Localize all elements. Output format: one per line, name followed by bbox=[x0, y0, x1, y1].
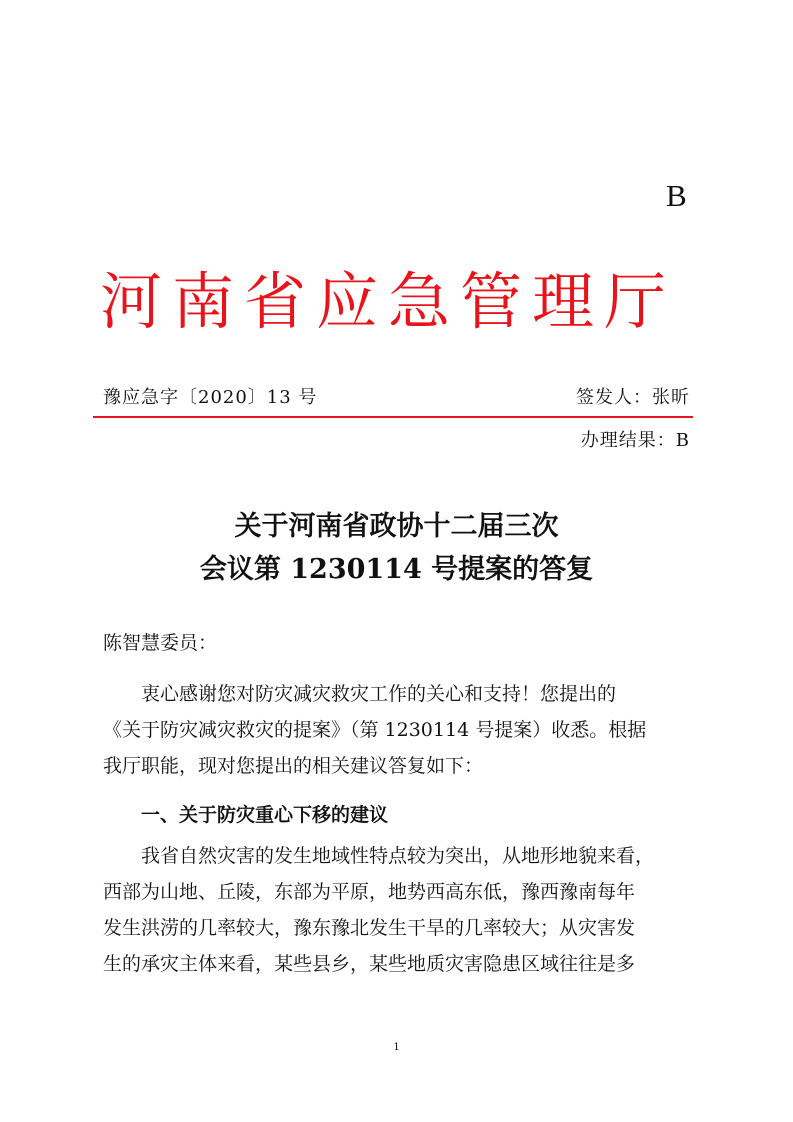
page-number: 1 bbox=[393, 1042, 400, 1053]
salutation: 陈智慧委员： bbox=[103, 632, 218, 654]
headline-line-2: 会议第 1230114 号提案的答复 bbox=[199, 554, 594, 585]
organization-title: 河南省应急管理厅 bbox=[100, 265, 677, 338]
paragraph-line: 我厅职能，现对您提出的相关建议答复如下： bbox=[103, 755, 484, 777]
paragraph-line: 衷心感谢您对防灾减灾救灾工作的关心和支持！您提出的 bbox=[141, 683, 617, 705]
paragraph-line: 我省自然灾害的发生地域性特点较为突出，从地形地貌来看， bbox=[141, 845, 655, 867]
classification-mark: B bbox=[666, 178, 687, 213]
document-number: 豫应急字〔2020〕13 号 bbox=[103, 387, 318, 408]
section-heading: 一、关于防灾重心下移的建议 bbox=[141, 804, 389, 826]
headline-line-1: 关于河南省政协十二届三次 bbox=[234, 511, 559, 542]
paragraph-line: 发生洪涝的几率较大，豫东豫北发生干旱的几率较大；从灾害发 bbox=[103, 917, 636, 939]
paragraph-line: 《关于防灾减灾救灾的提案》（第 1230114 号提案）收悉。根据 bbox=[103, 719, 647, 741]
paragraph-2 bbox=[103, 838, 693, 982]
handling-result: 办理结果：B bbox=[580, 430, 690, 451]
paragraph-1 bbox=[103, 676, 693, 784]
signer: 签发人：张昕 bbox=[576, 387, 690, 408]
paragraph-line: 生的承灾主体来看，某些县乡，某些地质灾害隐患区域往往是多 bbox=[103, 953, 636, 975]
red-divider bbox=[93, 416, 693, 418]
paragraph-line: 西部为山地、丘陵，东部为平原，地势西高东低，豫西豫南每年 bbox=[103, 881, 636, 903]
